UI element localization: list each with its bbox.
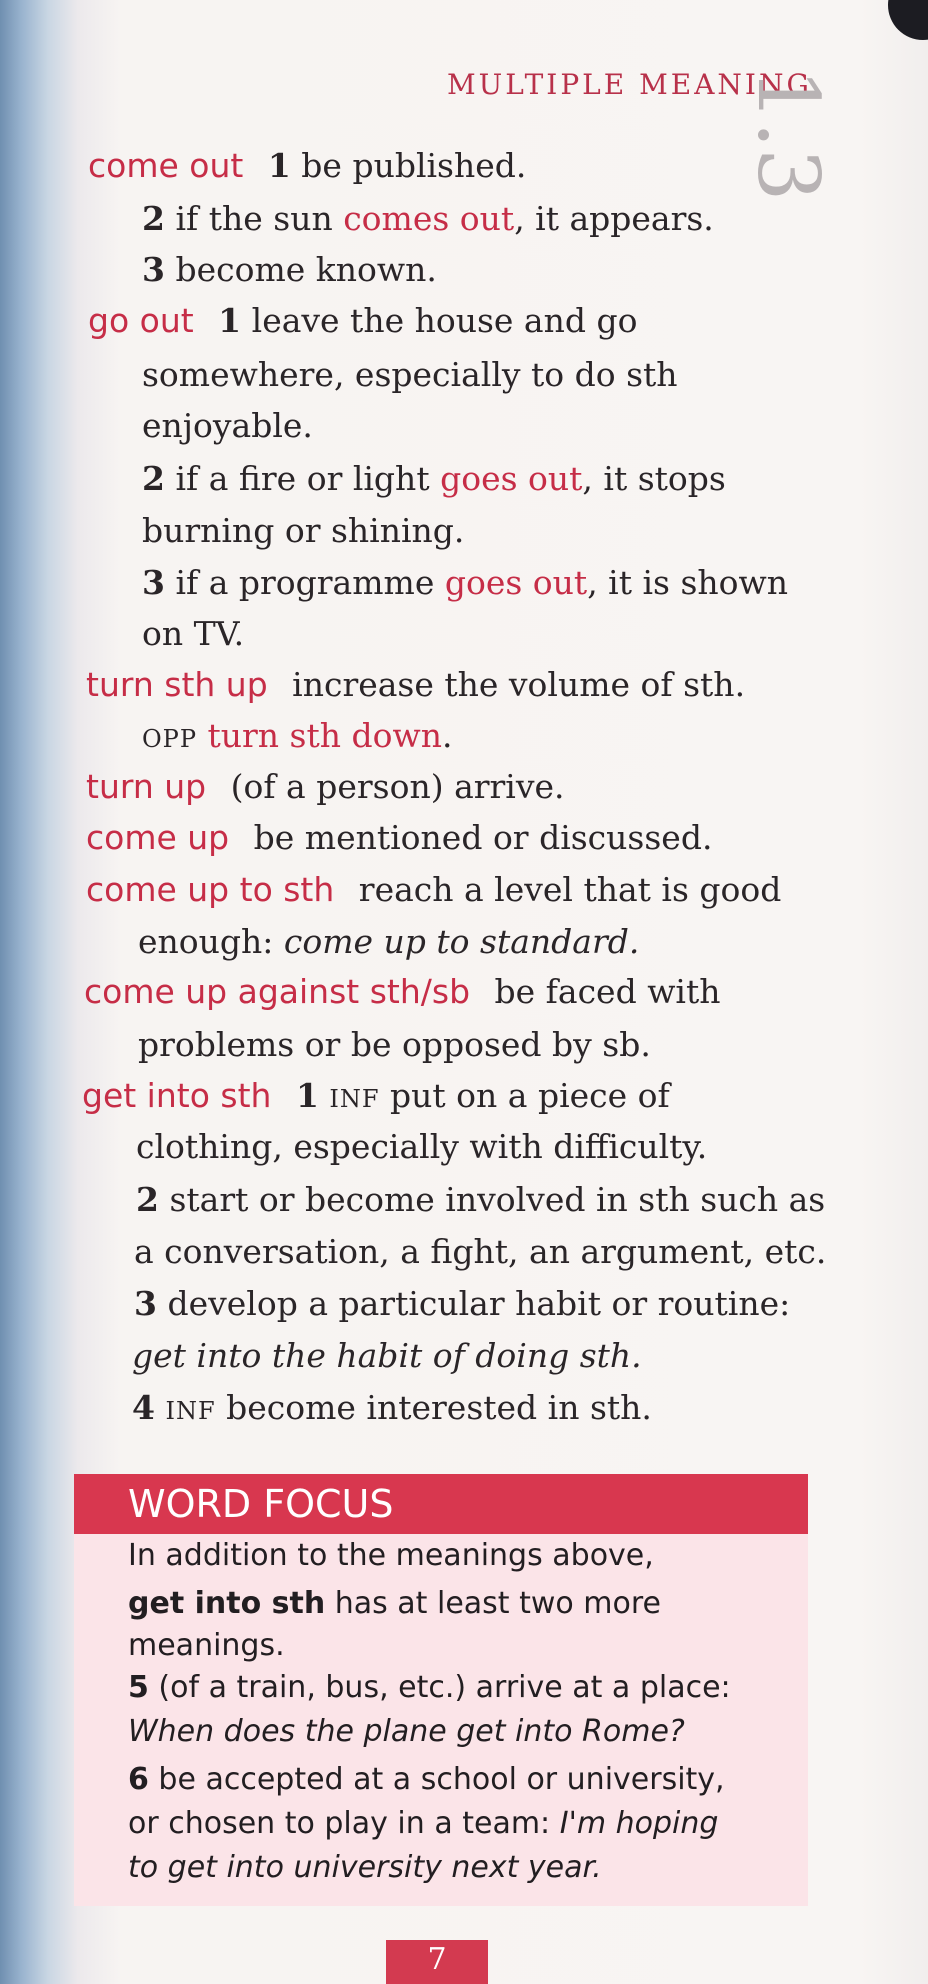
definition: reach a level that is good <box>358 870 782 909</box>
example: When does the plane get into Rome? <box>128 1714 685 1749</box>
phrase-highlight: comes out <box>343 199 515 238</box>
headword: come up <box>86 818 230 857</box>
word-focus-text: has at least two more <box>325 1586 661 1621</box>
word-focus-title: WORD FOCUS <box>128 1482 394 1526</box>
sense-line: clothing, especially with difficulty. <box>136 1127 708 1166</box>
definition: be mentioned or discussed. <box>253 818 713 857</box>
headword: turn up <box>86 767 207 806</box>
headword: turn sth up <box>86 665 268 704</box>
sense-number: 1 <box>267 146 291 185</box>
sense-line <box>134 1284 790 1324</box>
punctuation: . <box>441 716 453 755</box>
definition: be faced with <box>494 972 721 1011</box>
word-focus-line: In addition to the meanings above, <box>128 1538 654 1573</box>
running-head: MULTIPLE MEANING <box>447 68 812 101</box>
definition: (of a person) arrive. <box>230 767 565 806</box>
definition: , it is shown <box>587 563 789 602</box>
sense-number: 5 <box>128 1670 149 1705</box>
sense-line <box>142 563 788 603</box>
page-number: 7 <box>427 1942 447 1977</box>
word-focus-line <box>128 1668 731 1708</box>
entry-come-up-against <box>84 972 721 1012</box>
opposite-line <box>142 716 452 759</box>
entry-turn-up <box>86 767 565 807</box>
definition: leave the house and go <box>251 301 638 340</box>
sense-line <box>142 199 714 239</box>
sense-number: 6 <box>128 1762 149 1797</box>
sense-number: 1 <box>218 301 242 340</box>
register-label: INF <box>165 1397 216 1425</box>
sense-number: 1 <box>295 1076 319 1115</box>
phrase-highlight: goes out <box>444 563 588 602</box>
example: I'm hoping <box>559 1806 719 1841</box>
definition: start or become involved in sth such as <box>169 1180 826 1219</box>
headword: get into sth <box>82 1076 272 1115</box>
entry-turn-sth-up <box>86 665 745 705</box>
definition: , it stops <box>582 459 726 498</box>
entry-get-into-sth <box>82 1076 670 1119</box>
headword: go out <box>88 301 194 340</box>
definition: put on a piece of <box>390 1076 670 1115</box>
definition: increase the volume of sth. <box>292 665 746 704</box>
sense-number: 4 <box>132 1388 155 1427</box>
phrase-highlight: turn sth down <box>207 716 442 755</box>
definition: become interested in sth. <box>226 1388 652 1427</box>
register-label: INF <box>329 1085 380 1113</box>
sense-number: 3 <box>134 1284 157 1323</box>
word-focus-text: (of a train, bus, etc.) arrive at a place: <box>148 1670 731 1705</box>
entry-come-up-to-sth <box>86 870 781 910</box>
entry-come-out <box>88 146 526 186</box>
page-number-tab <box>386 1940 488 1984</box>
entry-come-up <box>86 818 712 858</box>
example: to get into university next year. <box>128 1850 602 1885</box>
sense-number: 2 <box>142 199 165 238</box>
headword: come up to sth <box>86 870 335 909</box>
sense-line: a conversation, a fight, an argument, etc. <box>134 1232 827 1271</box>
sense-line <box>132 1388 652 1431</box>
sense-line: problems or be opposed by sb. <box>138 1025 651 1064</box>
sense-number: 2 <box>136 1180 159 1219</box>
sense-line: enjoyable. <box>142 406 313 445</box>
sense-line <box>138 922 639 962</box>
definition: if a programme <box>175 563 445 602</box>
sense-line <box>136 1180 825 1220</box>
word-focus-text: be accepted at a school or university, <box>148 1762 725 1797</box>
sense-line: somewhere, especially to do sth <box>142 355 678 394</box>
definition: if a fire or light <box>175 459 441 498</box>
definition: , it appears. <box>514 199 714 238</box>
entry-go-out <box>88 301 637 341</box>
sense-line: burning or shining. <box>142 511 465 550</box>
phrase-highlight: goes out <box>440 459 583 498</box>
word-focus-line <box>128 1804 718 1844</box>
word-focus-line <box>128 1848 602 1888</box>
sense-number: 3 <box>142 250 165 289</box>
sense-number: 3 <box>142 563 165 602</box>
definition: be published. <box>301 146 527 185</box>
opposite-label: OPP <box>142 725 197 753</box>
section-number: 1.3 <box>739 68 837 202</box>
definition: develop a particular habit or routine: <box>167 1284 791 1323</box>
sense-line <box>142 250 437 290</box>
word-focus-text: or chosen to play in a team: <box>128 1806 560 1841</box>
example: get into the habit of doing sth. <box>132 1336 642 1375</box>
headword: come up against sth/sb <box>84 972 471 1011</box>
definition: become known. <box>175 250 437 289</box>
definition: if the sun <box>175 199 344 238</box>
sense-line: on TV. <box>142 614 245 653</box>
headword: come out <box>88 146 244 185</box>
sense-number: 2 <box>142 459 165 498</box>
sense-line <box>142 459 726 499</box>
definition: enough: <box>138 922 284 961</box>
word-focus-line <box>128 1760 725 1800</box>
example: come up to standard. <box>283 922 640 961</box>
word-focus-line <box>128 1584 661 1624</box>
phrase-bold: get into sth <box>128 1586 326 1621</box>
word-focus-line: meanings. <box>128 1628 285 1663</box>
word-focus-line <box>128 1712 685 1752</box>
